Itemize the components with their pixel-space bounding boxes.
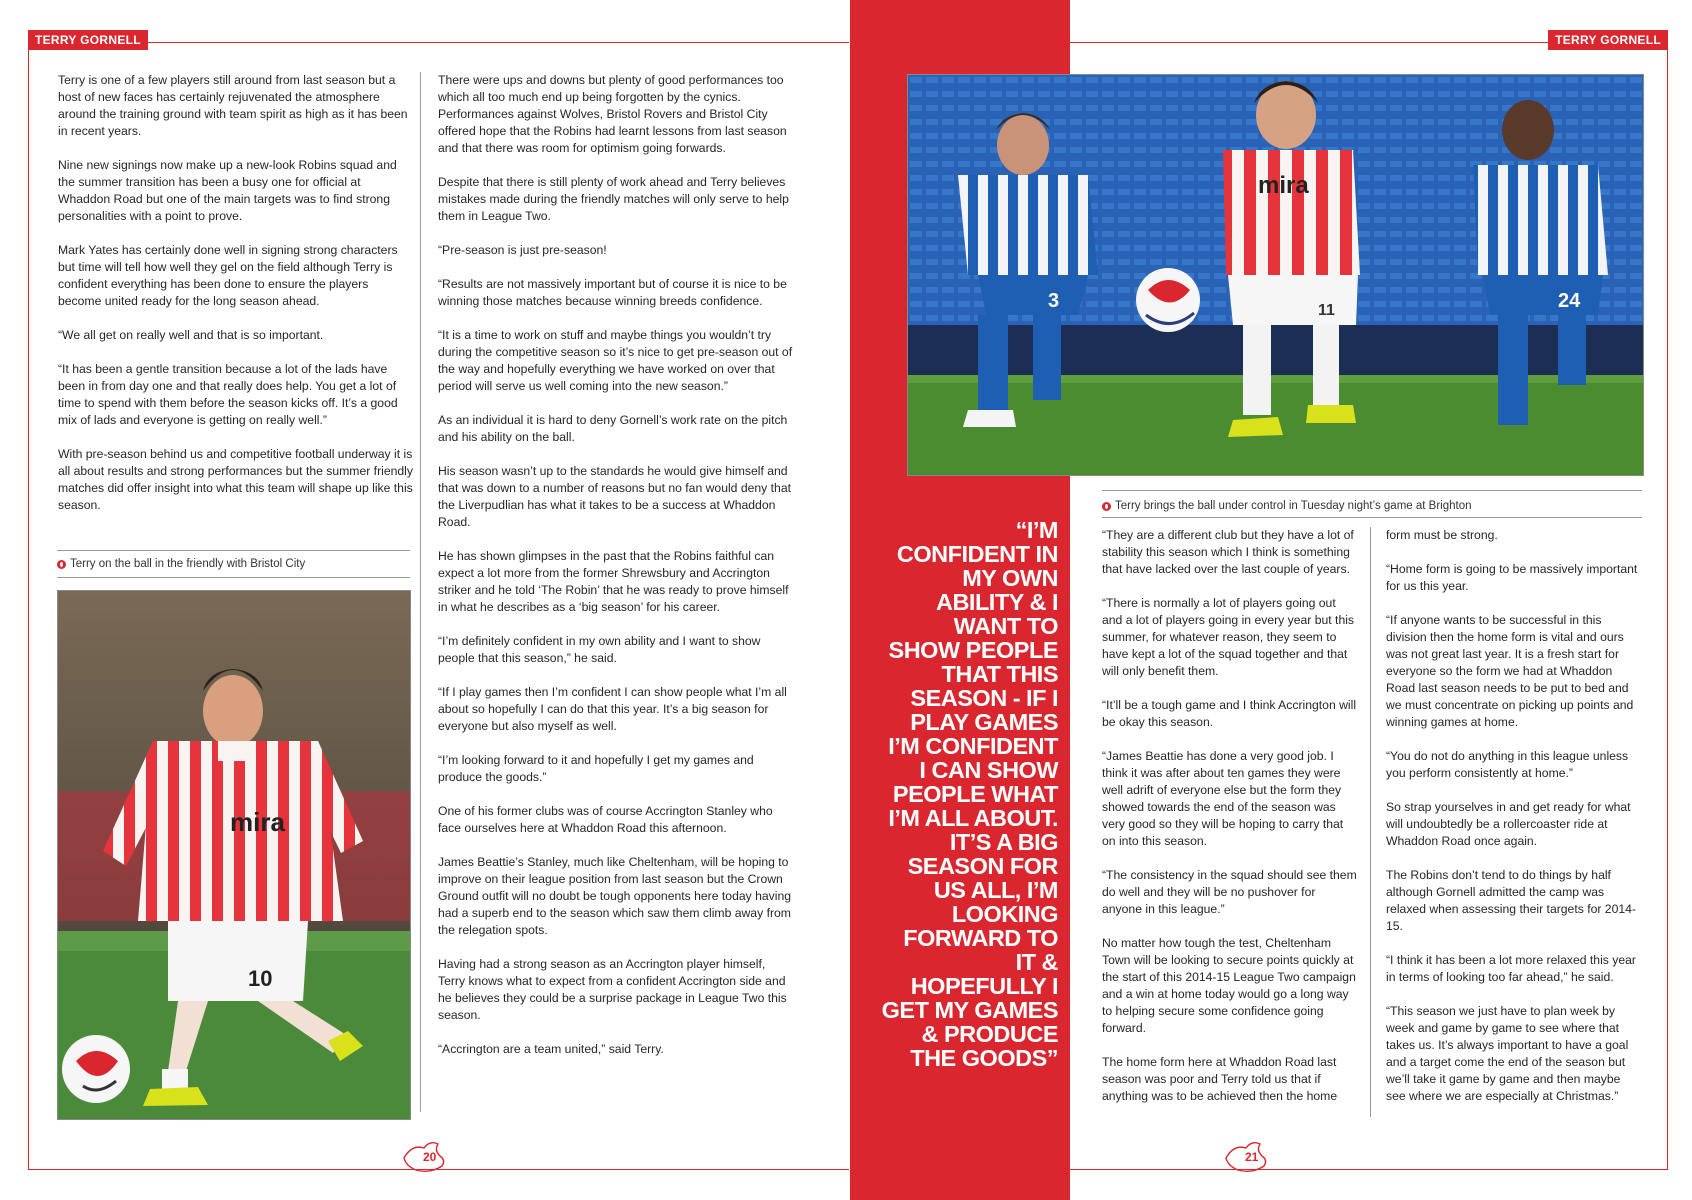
player-number-right-photo: 24 (1558, 290, 1581, 312)
article-paragraph: “If anyone wants to be successful in this division then the home form is vital and ours was not great last year. It is a fresh start for everyone so the form we had at Whaddon Road last season needs to be put to bed and we must concentrate on picking up points and winning games at home. (1386, 613, 1634, 729)
article-paragraph: “You do not do anything in this league unless you perform consistently at home.” (1386, 749, 1629, 780)
shirt-number-right: 11 (1318, 302, 1335, 319)
robin-bullet-icon (57, 560, 66, 569)
article-paragraph: “I’m looking forward to it and hopefully I get my games and produce the goods.” (438, 753, 754, 784)
photo-caption-left (57, 558, 410, 570)
article-paragraph: He has shown glimpses in the past that the Robins faithful can expect a lot more from the former Shrewsbury and Accrington striker and he told ‘The Robin’ that he was ready to prove himself in what he describes as a ‘big season’ for his career. (438, 549, 789, 614)
article-paragraph: James Beattie’s Stanley, much like Cheltenham, will be hoping to improve on their league position from last season but the Crown Ground outfit will no doubt be tough opponents here today having had a superb end to the season which saw them climb away from the relegation spots. (438, 855, 792, 937)
article-column-1 (58, 72, 414, 531)
article-paragraph: “The consistency in the squad should see them do well and they will be no pushover for anyone in this league.” (1102, 868, 1357, 916)
article-paragraph: Despite that there is still plenty of work ahead and Terry believes mistakes made during the friendly matches will only serve to help them in League Two. (438, 175, 789, 223)
article-paragraph: So strap yourselves in and get ready for what will undoubtedly be a rollercoaster ride at Whaddon Road once again. (1386, 800, 1631, 848)
column-divider-right (1370, 527, 1371, 1117)
caption-rule-left-top (57, 550, 410, 551)
player-photo-left (57, 590, 411, 1120)
pull-quote: “I’M CONFIDENT IN MY OWN ABILITY & I WANT TO SHOW PEOPLE THAT THIS SEASON - IF I PLAY GAMES I’M CONFIDENT I CAN SHOW PEOPLE WHAT I’M ALL ABOUT. IT’S A BIG SEASON FOR US ALL, I’M LOOKING FORWARD TO IT & HOPEFULLY I GET MY GAMES & PRODUCE THE GOODS” (881, 517, 1058, 1071)
article-paragraph: No matter how tough the test, Cheltenham Town will be looking to secure points quickly at the start of this 2014-15 League Two campaign and a win at home today would go a long way to helping secure some confidence going forward. (1102, 936, 1356, 1035)
shirt-sponsor-right: mira (1258, 172, 1309, 199)
page-number-right: 21 (1245, 1150, 1259, 1164)
article-paragraph: The Robins don’t tend to do things by half although Gornell admitted the camp was relaxed when assessing their targets for 2014-15. (1386, 868, 1636, 933)
article-column-4 (1386, 527, 1642, 1122)
article-paragraph: “Pre-season is just pre-season! (438, 243, 607, 257)
article-paragraph: “It has been a gentle transition because a lot of the lads have been in from day one and that really does help. You get a lot of time to spend with them before the season kicks off. It’s a good mix of lads and everyone is getting on really well.” (58, 362, 398, 427)
article-paragraph: Nine new signings now make up a new-look Robins squad and the summer transition has been a busy one for official at Whaddon Road but one of the main targets was to find strong personalities with a point to prove. (58, 158, 397, 223)
article-paragraph: “I think it has been a lot more relaxed this year in terms of looking too far ahead,” he said. (1386, 953, 1636, 984)
article-paragraph: One of his former clubs was of course Accrington Stanley who face ourselves here at Whaddon Road this afternoon. (438, 804, 773, 835)
shirt-number-left: 10 (248, 966, 273, 991)
caption-rule-left-bottom (57, 577, 410, 578)
page-number-left: 20 (423, 1150, 437, 1164)
article-paragraph: Having had a strong season as an Accrington player himself, Terry knows what to expect from a confident Accrington side and he believes they could be a surprise package in League Two this season. (438, 957, 787, 1022)
robin-bullet-icon (1102, 502, 1111, 511)
article-paragraph: “James Beattie has done a very good job. I think it was after about ten games they were well adrift of everyone else but the form they showed towards the end of the season was very good so they will be hoping to carry that on into this season. (1102, 749, 1344, 848)
article-paragraph: There were ups and downs but plenty of good performances too which all too much end up being forgotten by the cynics. Performances against Wolves, Bristol Rovers and Bristol City offered hope that the Robins had learnt lessons from last season and that there was room for optimism going forwards. (438, 73, 787, 155)
article-paragraph: His season wasn’t up to the standards he would give himself and that was down to a number of reasons but no fan would deny that the Liverpudlian has what it takes to be a success at Whaddon Road. (438, 464, 791, 529)
article-paragraph: “It is a time to work on stuff and maybe things you wouldn’t try during the competitive season so it’s nice to get pre-season out of the way and hopefully everything we have worked on over that period will serve us well coming into the new season.” (438, 328, 793, 393)
article-column-3 (1102, 527, 1358, 1122)
article-paragraph: “Home form is going to be massively important for us this year. (1386, 562, 1638, 593)
photo-caption-left-text: Terry on the ball in the friendly with Bristol City (70, 558, 306, 570)
caption-rule-right-bottom (1102, 517, 1642, 518)
article-paragraph: The home form here at Whaddon Road last season was poor and Terry told us that if anything was to be achieved then the home (1102, 1055, 1338, 1103)
article-paragraph: “Accrington are a team united,” said Terry. (438, 1042, 664, 1056)
shirt-sponsor-left: mira (230, 807, 285, 837)
article-paragraph: “We all get on really well and that is so important. (58, 328, 324, 342)
article-paragraph: As an individual it is hard to deny Gornell’s work rate on the pitch and his ability on the ball. (438, 413, 788, 444)
article-paragraph: Terry is one of a few players still around from last season but a host of new faces has certainly rejuvenated the atmosphere around the training ground with team spirit as high as it has been in recent years. (58, 73, 408, 138)
article-paragraph: With pre-season behind us and competitive football underway it is all about results and strong performances but the summer friendly matches did offer insight into what this team will shape up like this season. (58, 447, 413, 512)
article-paragraph: “There is normally a lot of players going out and a lot of players going in every year but this summer, for whatever reason, they seem to have kept a lot of the squad together and that will only benefit them. (1102, 596, 1355, 678)
article-paragraph: “This season we just have to plan week by week and game by game to see where that takes us. It’s always important to have a goal and a target come the end of the season but we’ll take it game by game and then maybe see where we are especially at Christmas.” (1386, 1004, 1629, 1103)
photo-caption-right-text: Terry brings the ball under control in Tuesday night’s game at Brighton (1115, 500, 1472, 512)
article-paragraph: form must be strong. (1386, 528, 1498, 542)
article-paragraph: “If I play games then I’m confident I can show people what I’m all about so hopefully I can do that this year. It’s a big season for everyone but also myself as well. (438, 685, 787, 733)
article-paragraph: Mark Yates has certainly done well in signing strong characters but time will tell how well they gel on the field although Terry is confident everything has been done to ensure the players become united ready for the long season ahead. (58, 243, 398, 308)
column-divider-left (420, 72, 421, 1112)
article-paragraph: “They are a different club but they have a lot of stability this season which I think is something that have lacked over the last couple of years. (1102, 528, 1354, 576)
article-paragraph: “Results are not massively important but of course it is nice to be winning those matches because winning breeds confidence. (438, 277, 787, 308)
article-paragraph: “It’ll be a tough game and I think Accrington will be okay this season. (1102, 698, 1357, 729)
article-paragraph: “I’m definitely confident in my own ability and I want to show people that this season,” he said. (438, 634, 761, 665)
article-column-2 (438, 72, 794, 1075)
caption-rule-right-top (1102, 490, 1642, 491)
player-number-left-photo: 3 (1048, 290, 1060, 312)
photo-caption-right (1102, 500, 1642, 512)
player-photo-right (907, 74, 1644, 476)
section-tag-right: TERRY GORNELL (1548, 30, 1668, 50)
section-tag-left: TERRY GORNELL (28, 30, 148, 50)
